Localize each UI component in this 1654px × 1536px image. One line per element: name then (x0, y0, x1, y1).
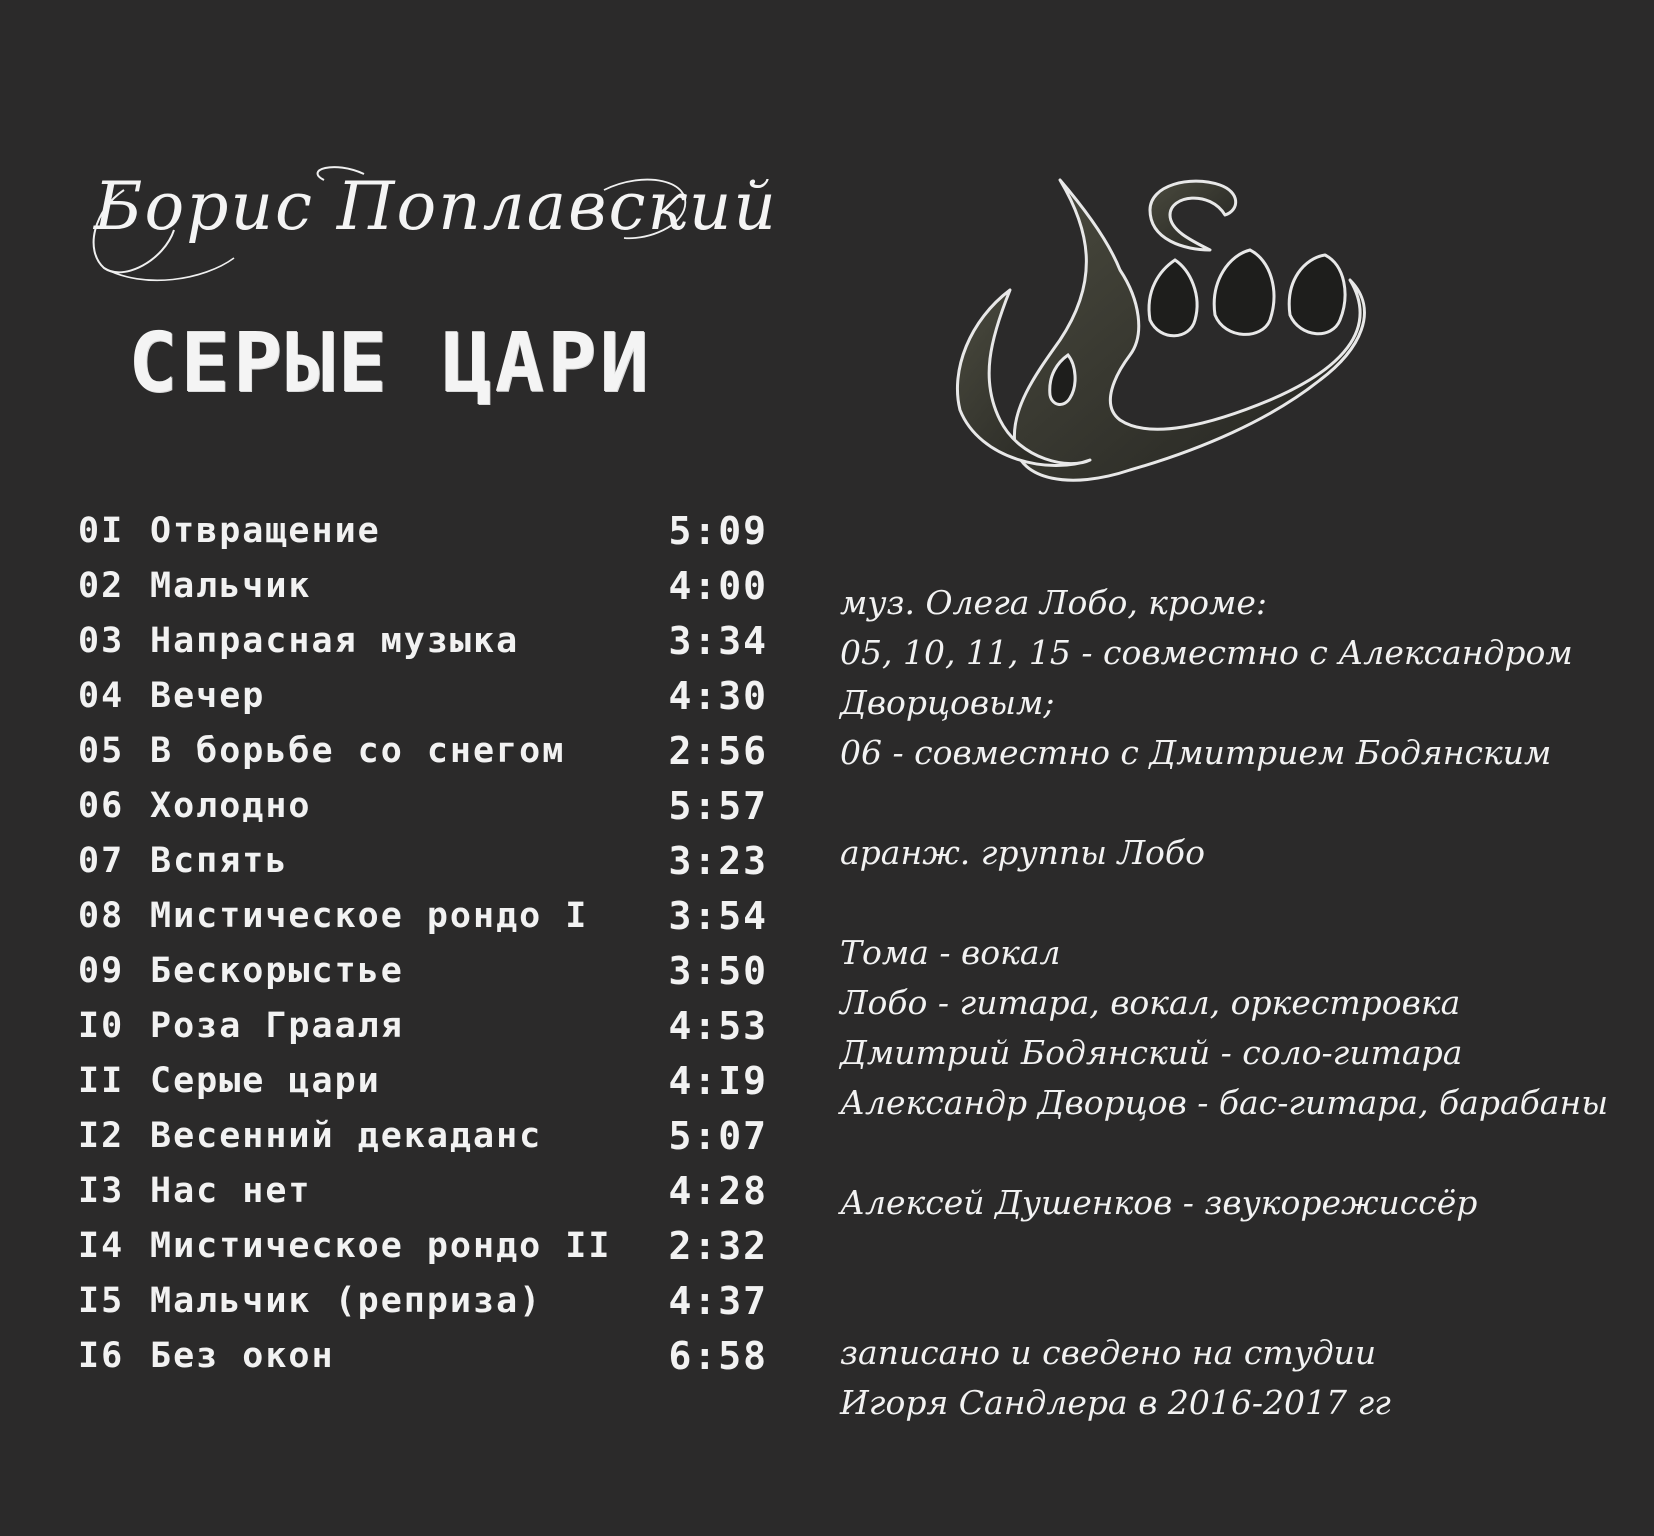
track-row (78, 1219, 768, 1274)
track-title: Мальчик (150, 566, 312, 606)
track-number: I6 (78, 1336, 125, 1376)
track-number: I0 (78, 1006, 125, 1046)
credit-music-line: 05, 10, 11, 15 - совместно с Александром (840, 633, 1573, 672)
track-number: 0I (78, 511, 125, 551)
track-row (78, 889, 768, 944)
track-row (78, 1109, 768, 1164)
credit-member: Дмитрий Бодянский - соло-гитара (840, 1033, 1463, 1072)
album-title: СЕРЫЕ ЦАРИ (128, 316, 652, 411)
track-number: I3 (78, 1171, 125, 1211)
track-row (78, 999, 768, 1054)
track-title: Серые цари (150, 1061, 381, 1101)
track-list (78, 504, 768, 1384)
credits-block (840, 578, 1620, 1428)
author-name: Борис Поплавский (94, 168, 778, 245)
track-row (78, 1164, 768, 1219)
track-duration: 4:28 (668, 1169, 768, 1213)
track-duration: 5:07 (668, 1114, 768, 1158)
credit-recording: записано и сведено на студии (840, 1333, 1377, 1372)
track-number: 02 (78, 566, 125, 606)
track-row (78, 559, 768, 614)
credit-member: Тома - вокал (840, 933, 1061, 972)
track-number: 08 (78, 896, 125, 936)
track-duration: 5:09 (668, 509, 768, 553)
credit-engineer: Алексей Душенков - звукорежиссёр (840, 1183, 1478, 1222)
track-title: Холодно (150, 786, 312, 826)
spacer (840, 878, 1620, 928)
track-row (78, 669, 768, 724)
track-title: Бескорыстье (150, 951, 404, 991)
track-number: I5 (78, 1281, 125, 1321)
track-row (78, 1329, 768, 1384)
track-row (78, 1054, 768, 1109)
track-row (78, 779, 768, 834)
track-title: Напрасная музыка (150, 621, 520, 661)
track-number: 07 (78, 841, 125, 881)
track-row (78, 724, 768, 779)
track-number: II (78, 1061, 125, 1101)
credit-music-line: 06 - совместно с Дмитрием Бодянским (840, 733, 1552, 772)
track-title: Мальчик (реприза) (150, 1281, 543, 1321)
track-row (78, 614, 768, 669)
track-duration: 4:00 (668, 564, 768, 608)
track-duration: 2:56 (668, 729, 768, 773)
track-duration: 3:23 (668, 839, 768, 883)
track-duration: 3:34 (668, 619, 768, 663)
band-logo (940, 170, 1400, 500)
track-row (78, 1274, 768, 1329)
track-title: В борьбе со снегом (150, 731, 566, 771)
credit-arrangement: аранж. группы Лобо (840, 833, 1205, 872)
lobo-flame-logo-icon (940, 170, 1400, 500)
track-number: 05 (78, 731, 125, 771)
credit-music-line: Дворцовым; (840, 683, 1055, 722)
credit-recording: Игоря Сандлера в 2016-2017 гг (840, 1383, 1391, 1422)
track-duration: 6:58 (668, 1334, 768, 1378)
track-title: Вечер (150, 676, 266, 716)
track-title: Без окон (150, 1336, 335, 1376)
track-duration: 5:57 (668, 784, 768, 828)
track-number: 03 (78, 621, 125, 661)
track-duration: 4:I9 (668, 1059, 768, 1103)
track-title: Нас нет (150, 1171, 312, 1211)
track-title: Отвращение (150, 511, 381, 551)
track-number: 06 (78, 786, 125, 826)
track-row (78, 504, 768, 559)
track-title: Мистическое рондо II (150, 1226, 612, 1266)
track-duration: 2:32 (668, 1224, 768, 1268)
track-duration: 3:54 (668, 894, 768, 938)
track-duration: 3:50 (668, 949, 768, 993)
track-title: Роза Грааля (150, 1006, 404, 1046)
author-signature (84, 150, 778, 290)
spacer (840, 778, 1620, 828)
track-duration: 4:53 (668, 1004, 768, 1048)
track-title: Весенний декаданс (150, 1116, 543, 1156)
track-row (78, 944, 768, 999)
credit-member: Лобо - гитара, вокал, оркестровка (840, 983, 1461, 1022)
track-number: 09 (78, 951, 125, 991)
spacer (840, 1228, 1620, 1328)
track-title: Вспять (150, 841, 289, 881)
track-row (78, 834, 768, 889)
track-duration: 4:37 (668, 1279, 768, 1323)
track-number: I2 (78, 1116, 125, 1156)
spacer (840, 1128, 1620, 1178)
track-number: 04 (78, 676, 125, 716)
track-number: I4 (78, 1226, 125, 1266)
credit-member: Александр Дворцов - бас-гитара, барабаны (840, 1083, 1609, 1122)
track-duration: 4:30 (668, 674, 768, 718)
track-title: Мистическое рондо I (150, 896, 589, 936)
credit-music-line: муз. Олега Лобо, кроме: (840, 583, 1268, 622)
